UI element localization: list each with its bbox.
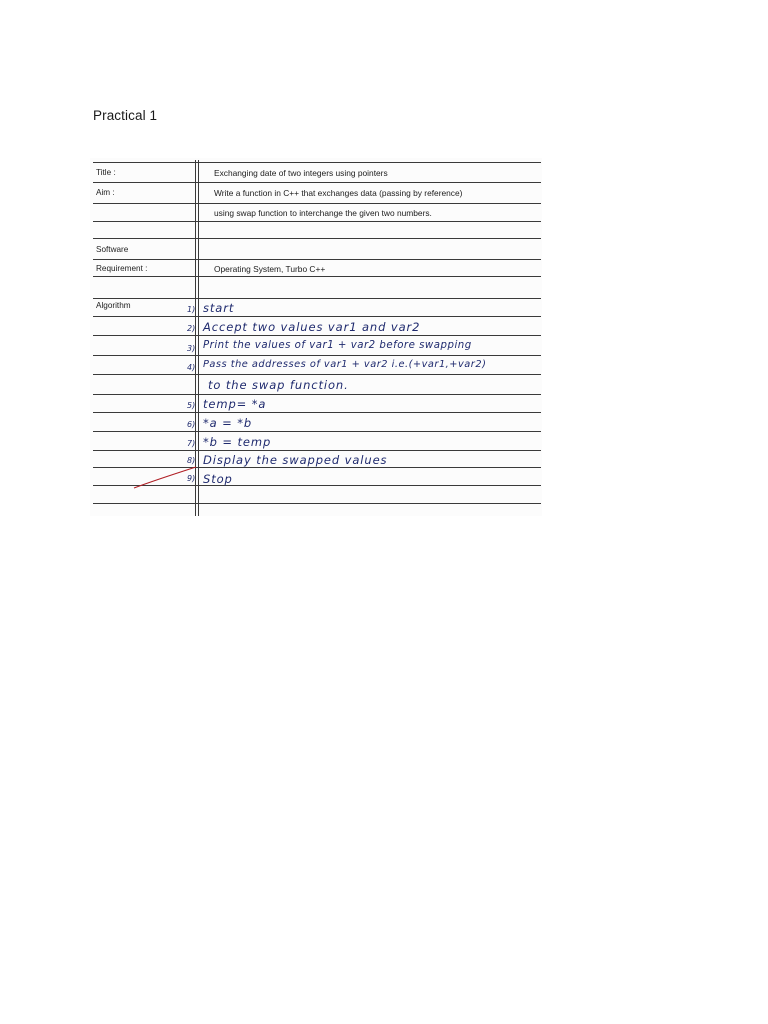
step-number: 4) xyxy=(187,363,196,372)
rule-line xyxy=(93,374,541,375)
step-number: 8) xyxy=(187,456,196,465)
margin-line xyxy=(198,160,199,516)
algorithm-step: Display the swapped values xyxy=(203,453,388,467)
rule-line xyxy=(93,450,541,451)
rule-line xyxy=(93,316,541,317)
step-number: 6) xyxy=(187,420,196,429)
step-number: 1) xyxy=(187,305,196,314)
red-check-mark-icon xyxy=(132,464,198,490)
algorithm-step: Stop xyxy=(203,472,233,486)
requirement-label: Requirement : xyxy=(96,264,148,273)
rule-line xyxy=(93,203,541,204)
page-heading: Practical 1 xyxy=(93,108,158,123)
step-number: 5) xyxy=(187,401,196,410)
rule-line xyxy=(93,412,541,413)
algorithm-step: *b = temp xyxy=(203,435,272,449)
rule-line xyxy=(93,431,541,432)
algorithm-step: Print the values of var1 + var2 before swapping xyxy=(203,340,472,351)
rule-line xyxy=(93,238,541,239)
rule-line xyxy=(93,355,541,356)
scanned-practical-sheet xyxy=(90,158,542,516)
rule-line xyxy=(93,182,541,183)
step-number: 9) xyxy=(187,474,196,483)
step-number: 7) xyxy=(187,439,196,448)
rule-line xyxy=(93,221,541,222)
rule-line xyxy=(93,162,541,163)
aim-line-2: using swap function to interchange the given two numbers. xyxy=(214,208,432,218)
aim-line-1: Write a function in C++ that exchanges data (passing by reference) xyxy=(214,188,463,198)
rule-line xyxy=(93,259,541,260)
rule-line xyxy=(93,298,541,299)
algorithm-step: Pass the addresses of var1 + var2 i.e.(+var1,+var2) xyxy=(203,359,487,370)
algorithm-step: to the swap function. xyxy=(208,378,349,392)
rule-line xyxy=(93,394,541,395)
requirement-value: Operating System, Turbo C++ xyxy=(214,264,326,274)
algorithm-step: Accept two values var1 and var2 xyxy=(203,320,421,334)
rule-line xyxy=(93,276,541,277)
algorithm-step: temp= *a xyxy=(203,397,267,411)
step-number: 3) xyxy=(187,344,196,353)
aim-label: Aim : xyxy=(96,188,115,197)
rule-line xyxy=(93,503,541,504)
rule-line xyxy=(93,335,541,336)
title-label: Title : xyxy=(96,168,116,177)
title-value: Exchanging date of two integers using pointers xyxy=(214,168,388,178)
software-label: Software xyxy=(96,245,129,254)
algorithm-step: start xyxy=(203,301,235,315)
algorithm-label: Algorithm xyxy=(96,301,131,310)
step-number: 2) xyxy=(187,324,196,333)
algorithm-step: *a = *b xyxy=(203,416,253,430)
